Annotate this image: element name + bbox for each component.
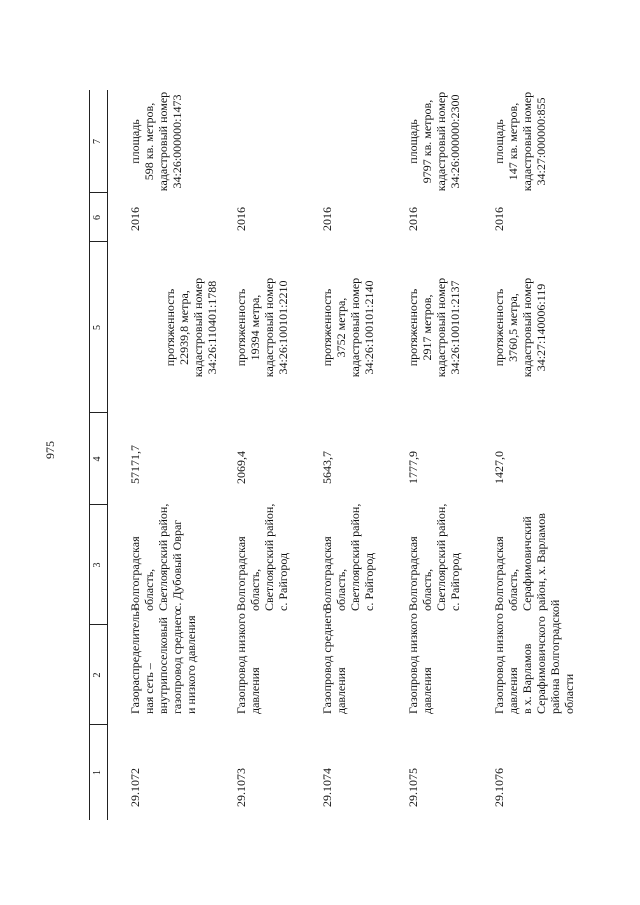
object-value: 2069,4 — [234, 451, 248, 484]
header-bottom-rule — [107, 90, 108, 820]
land-plot-info: площадь 9797 кв. метров, кадастровый номер 34:26:000000:2300 — [406, 91, 462, 192]
land-plot-info: площадь 598 кв. метров, кадастровый номер 34:26:000000:1473 — [128, 91, 184, 192]
object-address: Волгоградская область, Светлоярский район, с. Райгород — [320, 503, 376, 611]
object-extent: протяженность 22939,8 метра, кадастровый номер 34:26:110401:1788 — [163, 277, 219, 378]
object-value: 5643,7 — [320, 451, 334, 484]
object-address: Волгоградская область, Светлоярский район, с. Райгород — [234, 503, 290, 611]
land-plot-info: площадь 147 кв. метров, кадастровый номер 34:27:000000:855 — [492, 91, 548, 192]
object-value: 1777,9 — [406, 451, 420, 484]
column-header-4: 4 — [92, 456, 103, 462]
object-value: 1427,0 — [492, 451, 506, 484]
object-extent: протяженность 3752 метра, кадастровый номер 34:26:100101:2140 — [320, 277, 376, 378]
object-name: Газопровод низкого давления — [406, 613, 434, 714]
page-number: 975 — [43, 441, 57, 459]
object-name: Газопровод среднего давления — [320, 607, 348, 714]
object-year: 2016 — [128, 207, 142, 231]
row-number: 29.1075 — [406, 768, 420, 807]
column-header-7: 7 — [92, 139, 103, 144]
object-year: 2016 — [492, 207, 506, 231]
row-number: 29.1076 — [492, 768, 506, 807]
object-year: 2016 — [320, 207, 334, 231]
column-header-3: 3 — [92, 562, 103, 568]
object-extent: протяженность 3760,5 метра, кадастровый номер 34:27:140006:119 — [492, 277, 548, 378]
object-year: 2016 — [234, 207, 248, 231]
object-name: Газораспределитель- ная сеть – внутрипоселковый газопровод среднего и низкого давления — [128, 607, 198, 714]
column-header-1: 1 — [92, 770, 103, 775]
object-name: Газопровод низкого давления — [234, 613, 262, 714]
row-number: 29.1072 — [128, 768, 142, 807]
object-address: Волгоградская область, Серафимовичский район, х. Варламов — [492, 513, 548, 611]
object-value: 57171,7 — [128, 445, 142, 484]
row-number: 29.1074 — [320, 768, 334, 807]
column-header-6: 6 — [92, 215, 103, 220]
object-address: Волгоградская область, Светлоярский район, с. Райгород — [406, 503, 462, 611]
object-year: 2016 — [406, 207, 420, 231]
column-header-5: 5 — [92, 325, 103, 330]
row-number: 29.1073 — [234, 768, 248, 807]
object-extent: протяженность 2917 метров, кадастровый номер 34:26:100101:2137 — [406, 277, 462, 378]
column-header-2: 2 — [92, 672, 103, 678]
object-extent: протяженность 19394 метра, кадастровый номер 34:26:100101:2210 — [234, 277, 290, 378]
object-address: Волгоградская область, Светлоярский район, с. Дубовый Овраг — [128, 503, 184, 611]
object-name: Газопровод низкого давления в х. Варламов Серафимовичского района Волгоградской области — [492, 599, 576, 714]
